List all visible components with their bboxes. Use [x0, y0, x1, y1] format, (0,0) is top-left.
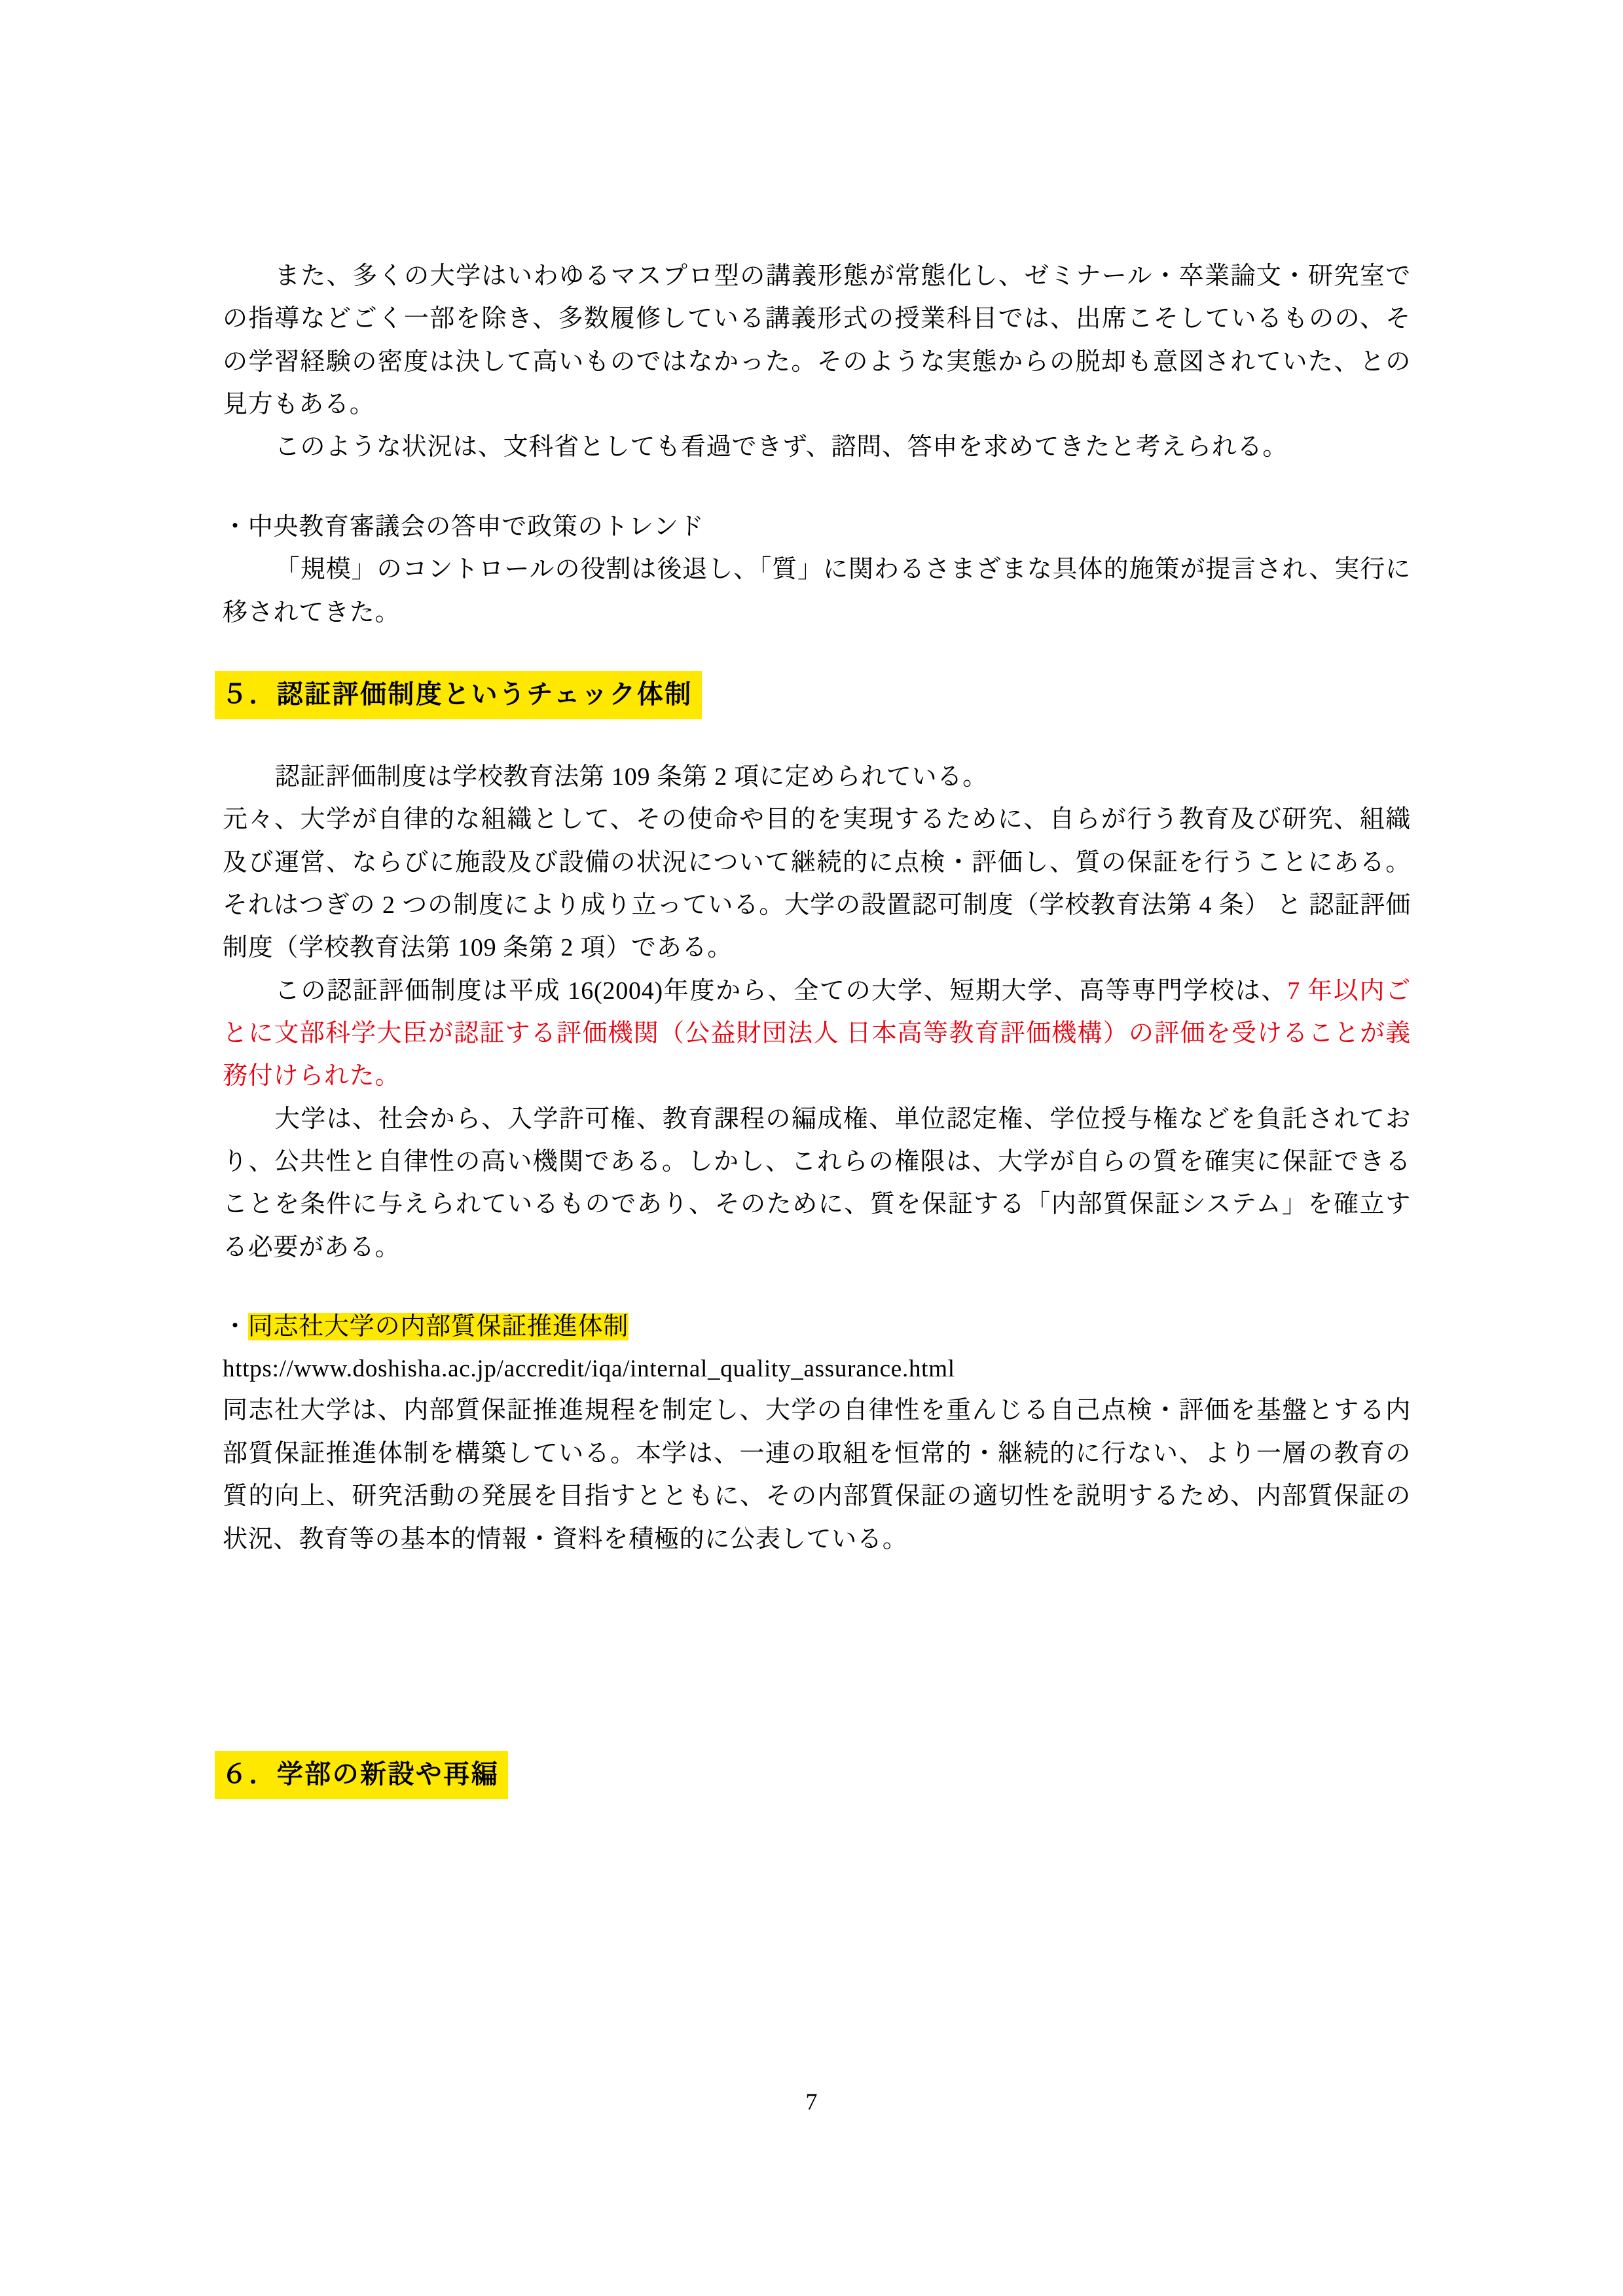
document-body	[223, 255, 1411, 1799]
paragraph-5: 認証評価制度は学校教育法第 109 条第 2 項に定められている。	[274, 762, 988, 791]
paragraph-1: また、多くの大学はいわゆるマスプロ型の講義形態が常態化し、ゼミナール・卒業論文・研究室での指導などごく一部を除き、多数履修している講義形式の授業科目では、出席こそしているものの、その学習経験の密度は決して高いものではなかった。そのような実態からの脱却も意図されていた、との見方もある。	[223, 262, 1411, 419]
spacer	[223, 1685, 1411, 1751]
doshisha-url[interactable]: https://www.doshisha.ac.jp/accredit/iqa/internal_quality_assurance.html	[223, 1355, 955, 1382]
spacer	[223, 719, 1411, 756]
spacer	[223, 634, 1411, 671]
page-number: 7	[805, 2089, 818, 2115]
spacer	[223, 469, 1411, 506]
section-heading-5-row	[215, 671, 1411, 719]
spacer	[223, 1561, 1411, 1685]
spacer	[223, 1269, 1411, 1306]
paragraph-6: 元々、大学が自律的な組織として、その使命や目的を実現するために、自らが行う教育及び研究、組織及び運営、ならびに施設及び設備の状況について継続的に点検・評価し、質の保証を行うことにある。それはつぎの 2 つの制度により成り立っている。大学の設置認可制度（学校教育法第 4 条） と 認証評価制度（学校教育法第 109 条第 2 項）である。	[223, 806, 1411, 962]
section-heading-6-row	[215, 1751, 1411, 1799]
bullet-chuokyo: ・中央教育審議会の答申で政策のトレンド	[223, 512, 704, 541]
bullet-doshisha-label: 同志社大学の内部質保証推進体制	[247, 1313, 629, 1341]
bullet-doshisha	[223, 1306, 1411, 1348]
paragraph-7-emphasis: 7 年以内ごとに文部科学大臣が認証する評価機関（公益財団法人 日本高等教育評価機構）の評価を受けることが義務付けられた。	[223, 977, 1411, 1090]
paragraph-7	[223, 970, 1411, 1098]
paragraph-7-lead: この認証評価制度は平成 16(2004)年度から、全ての大学、短期大学、高等専門学校は、	[274, 977, 1288, 1005]
paragraph-4: 「規模」のコントロールの役割は後退し、「質」に関わるさまざまな具体的施策が提言され、実行に移されてきた。	[223, 556, 1411, 626]
paragraph-10: 同志社大学は、内部質保証推進規程を制定し、大学の自律性を重んじる自己点検・評価を基盤とする内部質保証推進体制を構築している。本学は、一連の取組を恒常的・継続的に行ない、より一層の教育の質的向上、研究活動の発展を目指すとともに、その内部質保証の適切性を説明するため、内部質保証の状況、教育等の基本的情報・資料を積極的に公表している。	[223, 1397, 1411, 1553]
bullet-mark: ・	[223, 1313, 248, 1341]
paragraph-8: 大学は、社会から、入学許可権、教育課程の編成権、単位認定権、学位授与権などを負託されており、公共性と自律性の高い機関である。しかし、これらの権限は、大学が自らの質を確実に保証できることを条件に与えられているものであり、そのために、質を保証する「内部質保証システム」を確立する必要がある。	[223, 1105, 1411, 1261]
section-heading-6: ６．学部の新設や再編	[215, 1751, 508, 1799]
section-heading-5: ５．認証評価制度というチェック体制	[215, 671, 702, 719]
paragraph-2: このような状況は、文科省としても看過できず、諮問、答申を求めてきたと考えられる。	[274, 433, 1288, 461]
